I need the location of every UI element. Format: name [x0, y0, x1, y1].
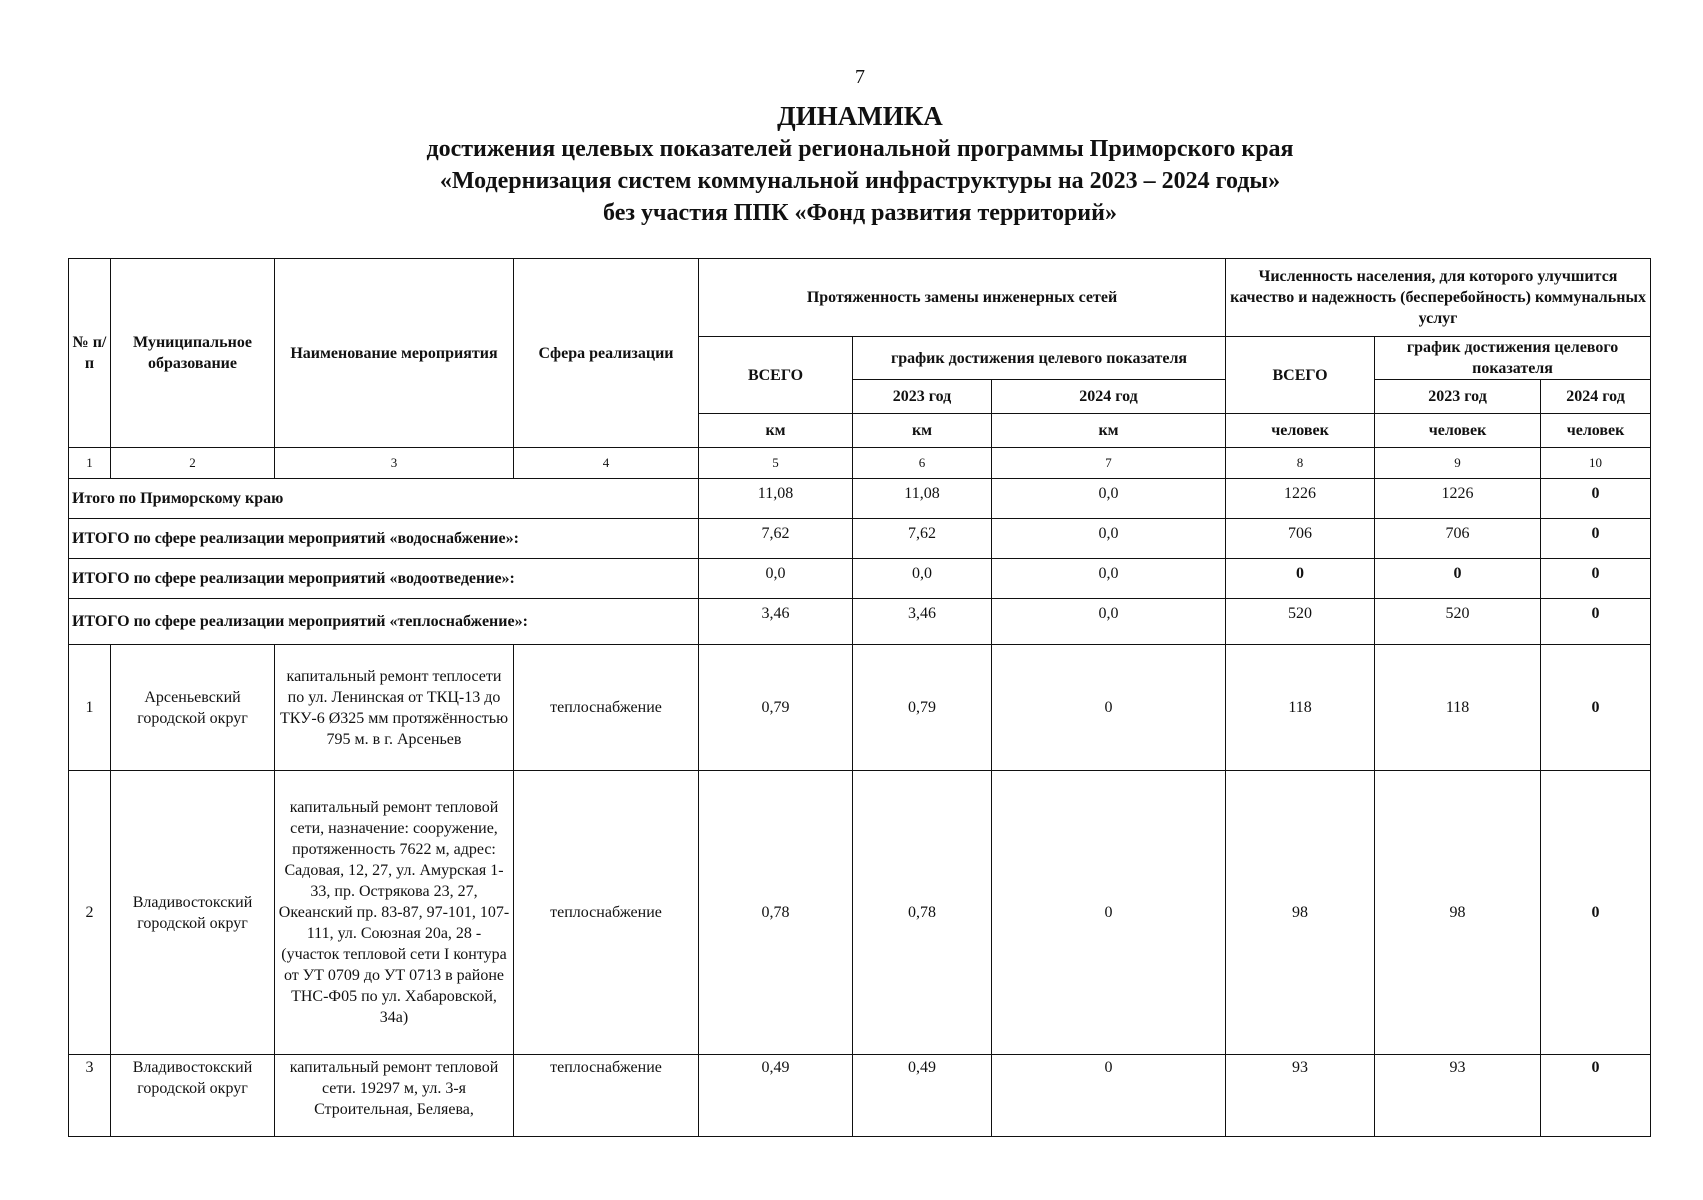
total-value: 0,0: [992, 479, 1226, 519]
column-number: 2: [111, 448, 275, 479]
row-event: капитальный ремонт тепловой сети, назначение: сооружение, протяженность 7622 м, адрес: Садовая, 12, 27, ул. Амурская 1-33, пр. Острякова 23, 27, Океанский пр. 83-87, 97-101, 107-111, ул. Союзная 20а, 28 - (участок тепловой сети I контура от УТ 0709 до УТ 0713 в районе ТНС-Ф05 по ул. Хабаровской, 34а): [275, 771, 514, 1055]
subtitle-line-2: «Модернизация систем коммунальной инфраструктуры на 2023 – 2024 годы»: [439, 168, 1281, 194]
row-value: 98: [1226, 771, 1375, 1055]
row-sphere: теплоснабжение: [514, 771, 699, 1055]
header-length-total: ВСЕГО: [699, 337, 853, 414]
row-value: 0: [1541, 771, 1651, 1055]
row-number: 3: [69, 1055, 111, 1137]
total-value: 520: [1375, 599, 1541, 645]
unit-people-2024: человек: [1541, 414, 1651, 448]
row-municipality: Владивостокский городской округ: [111, 1055, 275, 1137]
row-value: 0,79: [699, 645, 853, 771]
total-value: 0,0: [853, 559, 992, 599]
total-value: 0,0: [699, 559, 853, 599]
total-label: ИТОГО по сфере реализации мероприятий «водоотведение»:: [69, 559, 699, 599]
column-number: 6: [853, 448, 992, 479]
row-value: 0: [1541, 645, 1651, 771]
total-value: 0,0: [992, 599, 1226, 645]
column-number: 3: [275, 448, 514, 479]
page-number: 7: [855, 66, 865, 88]
header-length-2024: 2024 год: [992, 380, 1226, 414]
subtitle-line-3: без участия ППК «Фонд развития территорий»: [603, 200, 1117, 226]
column-number: 8: [1226, 448, 1375, 479]
row-value: 118: [1375, 645, 1541, 771]
row-value: 0,79: [853, 645, 992, 771]
row-sphere: теплоснабжение: [514, 1055, 699, 1137]
total-row-heat-supply: [69, 599, 1651, 645]
row-event: капитальный ремонт тепловой сети. 19297 м, ул. 3-я Строительная, Беляева,: [275, 1055, 514, 1137]
header-population-group: Численность населения, для которого улучшится качество и надежность (бесперебойность) коммунальных услуг: [1226, 259, 1651, 337]
total-value: 11,08: [853, 479, 992, 519]
row-municipality: Владивостокский городской округ: [111, 771, 275, 1055]
header-length-2023: 2023 год: [853, 380, 992, 414]
row-value: 0,49: [699, 1055, 853, 1137]
row-municipality: Арсеньевский городской округ: [111, 645, 275, 771]
row-value: 118: [1226, 645, 1375, 771]
total-label: ИТОГО по сфере реализации мероприятий «теплоснабжение»:: [69, 599, 699, 645]
header-municipality: Муниципальное образование: [111, 259, 275, 448]
header-event-name: Наименование мероприятия: [275, 259, 514, 448]
total-row-region: [69, 479, 1651, 519]
total-value: 0: [1541, 559, 1651, 599]
total-value: 1226: [1226, 479, 1375, 519]
table-row: [69, 1055, 1651, 1137]
column-numbers-row: [69, 448, 1651, 479]
row-value: 0: [992, 1055, 1226, 1137]
unit-people-2023: человек: [1375, 414, 1541, 448]
total-value: 7,62: [699, 519, 853, 559]
total-value: 0: [1541, 479, 1651, 519]
header-sphere: Сфера реализации: [514, 259, 699, 448]
row-number: 2: [69, 771, 111, 1055]
unit-km-2023: км: [853, 414, 992, 448]
total-value: 7,62: [853, 519, 992, 559]
header-population-total: ВСЕГО: [1226, 337, 1375, 414]
row-sphere: теплоснабжение: [514, 645, 699, 771]
unit-km-total: км: [699, 414, 853, 448]
row-value: 93: [1226, 1055, 1375, 1137]
total-value: 706: [1226, 519, 1375, 559]
total-value: 0,0: [992, 559, 1226, 599]
header-length-group: Протяженность замены инженерных сетей: [699, 259, 1226, 337]
total-label: ИТОГО по сфере реализации мероприятий «водоснабжение»:: [69, 519, 699, 559]
unit-people-total: человек: [1226, 414, 1375, 448]
total-value: 11,08: [699, 479, 853, 519]
row-value: 0: [992, 645, 1226, 771]
row-value: 98: [1375, 771, 1541, 1055]
document-title: ДИНАМИКА: [777, 101, 943, 131]
header-population-2024: 2024 год: [1541, 380, 1651, 414]
targets-table: [68, 258, 1651, 1137]
total-label: Итого по Приморскому краю: [69, 479, 699, 519]
row-value: 93: [1375, 1055, 1541, 1137]
total-value: 0: [1226, 559, 1375, 599]
unit-km-2024: км: [992, 414, 1226, 448]
total-value: 1226: [1375, 479, 1541, 519]
row-value: 0,49: [853, 1055, 992, 1137]
table-row: [69, 771, 1651, 1055]
column-number: 10: [1541, 448, 1651, 479]
column-number: 9: [1375, 448, 1541, 479]
table-row: [69, 645, 1651, 771]
total-value: 0: [1541, 519, 1651, 559]
total-row-water-disposal: [69, 559, 1651, 599]
header-length-schedule: график достижения целевого показателя: [853, 337, 1226, 380]
row-event: капитальный ремонт теплосети по ул. Ленинская от ТКЦ-13 до ТКУ-6 Ø325 мм протяжённостью 795 м. в г. Арсеньев: [275, 645, 514, 771]
header-population-schedule: график достижения целевого показателя: [1375, 337, 1651, 380]
column-number: 1: [69, 448, 111, 479]
total-value: 0: [1541, 599, 1651, 645]
total-value: 3,46: [699, 599, 853, 645]
subtitle-line-1: достижения целевых показателей региональной программы Приморского края: [426, 136, 1294, 162]
total-value: 0,0: [992, 519, 1226, 559]
total-value: 0: [1375, 559, 1541, 599]
row-number: 1: [69, 645, 111, 771]
total-value: 706: [1375, 519, 1541, 559]
row-value: 0: [1541, 1055, 1651, 1137]
total-value: 3,46: [853, 599, 992, 645]
total-value: 520: [1226, 599, 1375, 645]
header-num: № п/п: [69, 259, 111, 448]
row-value: 0,78: [853, 771, 992, 1055]
row-value: 0,78: [699, 771, 853, 1055]
row-value: 0: [992, 771, 1226, 1055]
column-number: 5: [699, 448, 853, 479]
header-population-2023: 2023 год: [1375, 380, 1541, 414]
column-number: 7: [992, 448, 1226, 479]
total-row-water-supply: [69, 519, 1651, 559]
document-title-block: [0, 99, 1703, 229]
column-number: 4: [514, 448, 699, 479]
